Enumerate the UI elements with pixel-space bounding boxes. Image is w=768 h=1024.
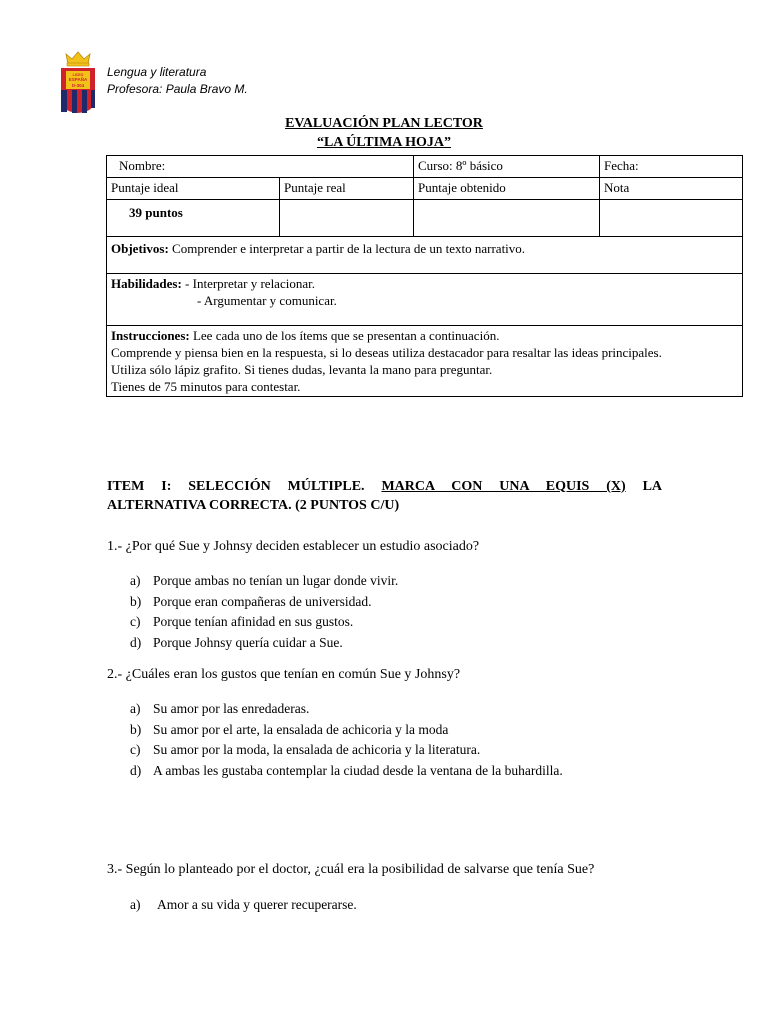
logo-text-top: LICEO — [72, 73, 84, 77]
instruction-4: Tienes de 75 minutos para contestar. — [111, 379, 301, 394]
ideal-score-header: Puntaje ideal — [107, 178, 280, 200]
objectives-label: Objetivos: — [111, 241, 169, 256]
instructions-cell — [107, 326, 743, 397]
instructions-label: Instrucciones: — [111, 328, 190, 343]
option-2b[interactable]: b) Su amor por el arte, la ensalada de achicoria y la moda — [130, 721, 449, 737]
objectives-cell — [107, 237, 743, 274]
name-field[interactable]: Nombre: — [107, 156, 414, 178]
option-2c[interactable]: c) Su amor por la moda, la ensalada de achicoria y la literatura. — [130, 742, 481, 757]
info-table — [106, 155, 743, 397]
teacher-label: Profesora: Paula Bravo M. — [107, 82, 248, 96]
item-heading — [107, 476, 662, 497]
item-heading-part2: MARCA CON UNA EQUIS (X) — [381, 479, 626, 494]
skill-2: - Argumentar y comunicar. — [197, 293, 337, 308]
logo-text-bottom: D-304 — [71, 83, 85, 88]
option-1d[interactable]: d) Porque Johnsy quería cuidar a Sue. — [130, 634, 343, 650]
objectives-text: Comprender e interpretar a partir de la lectura de un texto narrativo. — [168, 241, 526, 256]
question-2: 2.- ¿Cuáles eran los gustos que tenían en común Sue y Johnsy? — [107, 667, 461, 682]
document-subtitle: “LA ÚLTIMA HOJA” — [316, 135, 452, 150]
item-heading-part1: ITEM I: SELECCIÓN MÚLTIPLE. — [107, 479, 382, 494]
grade-header: Nota — [600, 178, 743, 200]
question-3-options — [130, 895, 357, 916]
question-1: 1.- ¿Por qué Sue y Johnsy deciden establecer un estudio asociado? — [107, 539, 480, 554]
question-1-options — [130, 571, 398, 653]
item-heading-part3: LA — [625, 479, 663, 494]
school-logo — [60, 50, 96, 114]
option-1c[interactable]: c) Porque tenían afinidad en sus gustos. — [130, 614, 354, 629]
obtained-score-cell[interactable] — [414, 200, 600, 237]
instruction-3: Utiliza sólo lápiz grafito. Si tienes dudas, levanta la mano para preguntar. — [111, 362, 493, 377]
date-field[interactable]: Fecha: — [600, 156, 743, 178]
option-3a[interactable]: a) Amor a su vida y querer recuperarse. — [130, 897, 357, 912]
item-heading-line2: ALTERNATIVA CORRECTA. (2 PUNTOS C/U) — [107, 498, 400, 513]
option-1b[interactable]: b) Porque eran compañeras de universidad. — [130, 593, 372, 609]
option-2d[interactable]: d) A ambas les gustaba contemplar la ciudad desde la ventana de la buhardilla. — [130, 762, 563, 778]
real-score-header: Puntaje real — [280, 178, 414, 200]
logo-text-mid: ESPAÑA — [68, 77, 88, 82]
document-title: EVALUACIÓN PLAN LECTOR — [285, 116, 483, 131]
question-3: 3.- Según lo planteado por el doctor, ¿cuál era la posibilidad de salvarse que tenía Sue? — [107, 862, 595, 877]
option-1a[interactable]: a) Porque ambas no tenían un lugar donde vivir. — [130, 573, 399, 588]
instruction-1: Lee cada uno de los ítems que se presentan a continuación. — [189, 328, 500, 343]
skills-label: Habilidades: — [111, 276, 182, 291]
school-info — [107, 64, 248, 98]
grade-cell[interactable] — [600, 200, 743, 237]
skill-1: - Interpretar y relacionar. — [181, 276, 315, 291]
real-score-cell[interactable] — [280, 200, 414, 237]
course-field: Curso: 8º básico — [414, 156, 600, 178]
instruction-2: Comprende y piensa bien en la respuesta, si lo deseas utiliza destacador para resaltar las ideas principales. — [111, 345, 662, 360]
subject-label: Lengua y literatura — [107, 65, 207, 79]
obtained-score-header: Puntaje obtenido — [414, 178, 600, 200]
ideal-score-value: 39 puntos — [107, 200, 280, 237]
option-2a[interactable]: a) Su amor por las enredaderas. — [130, 701, 310, 716]
question-2-options — [130, 699, 563, 781]
skills-cell — [107, 274, 743, 326]
